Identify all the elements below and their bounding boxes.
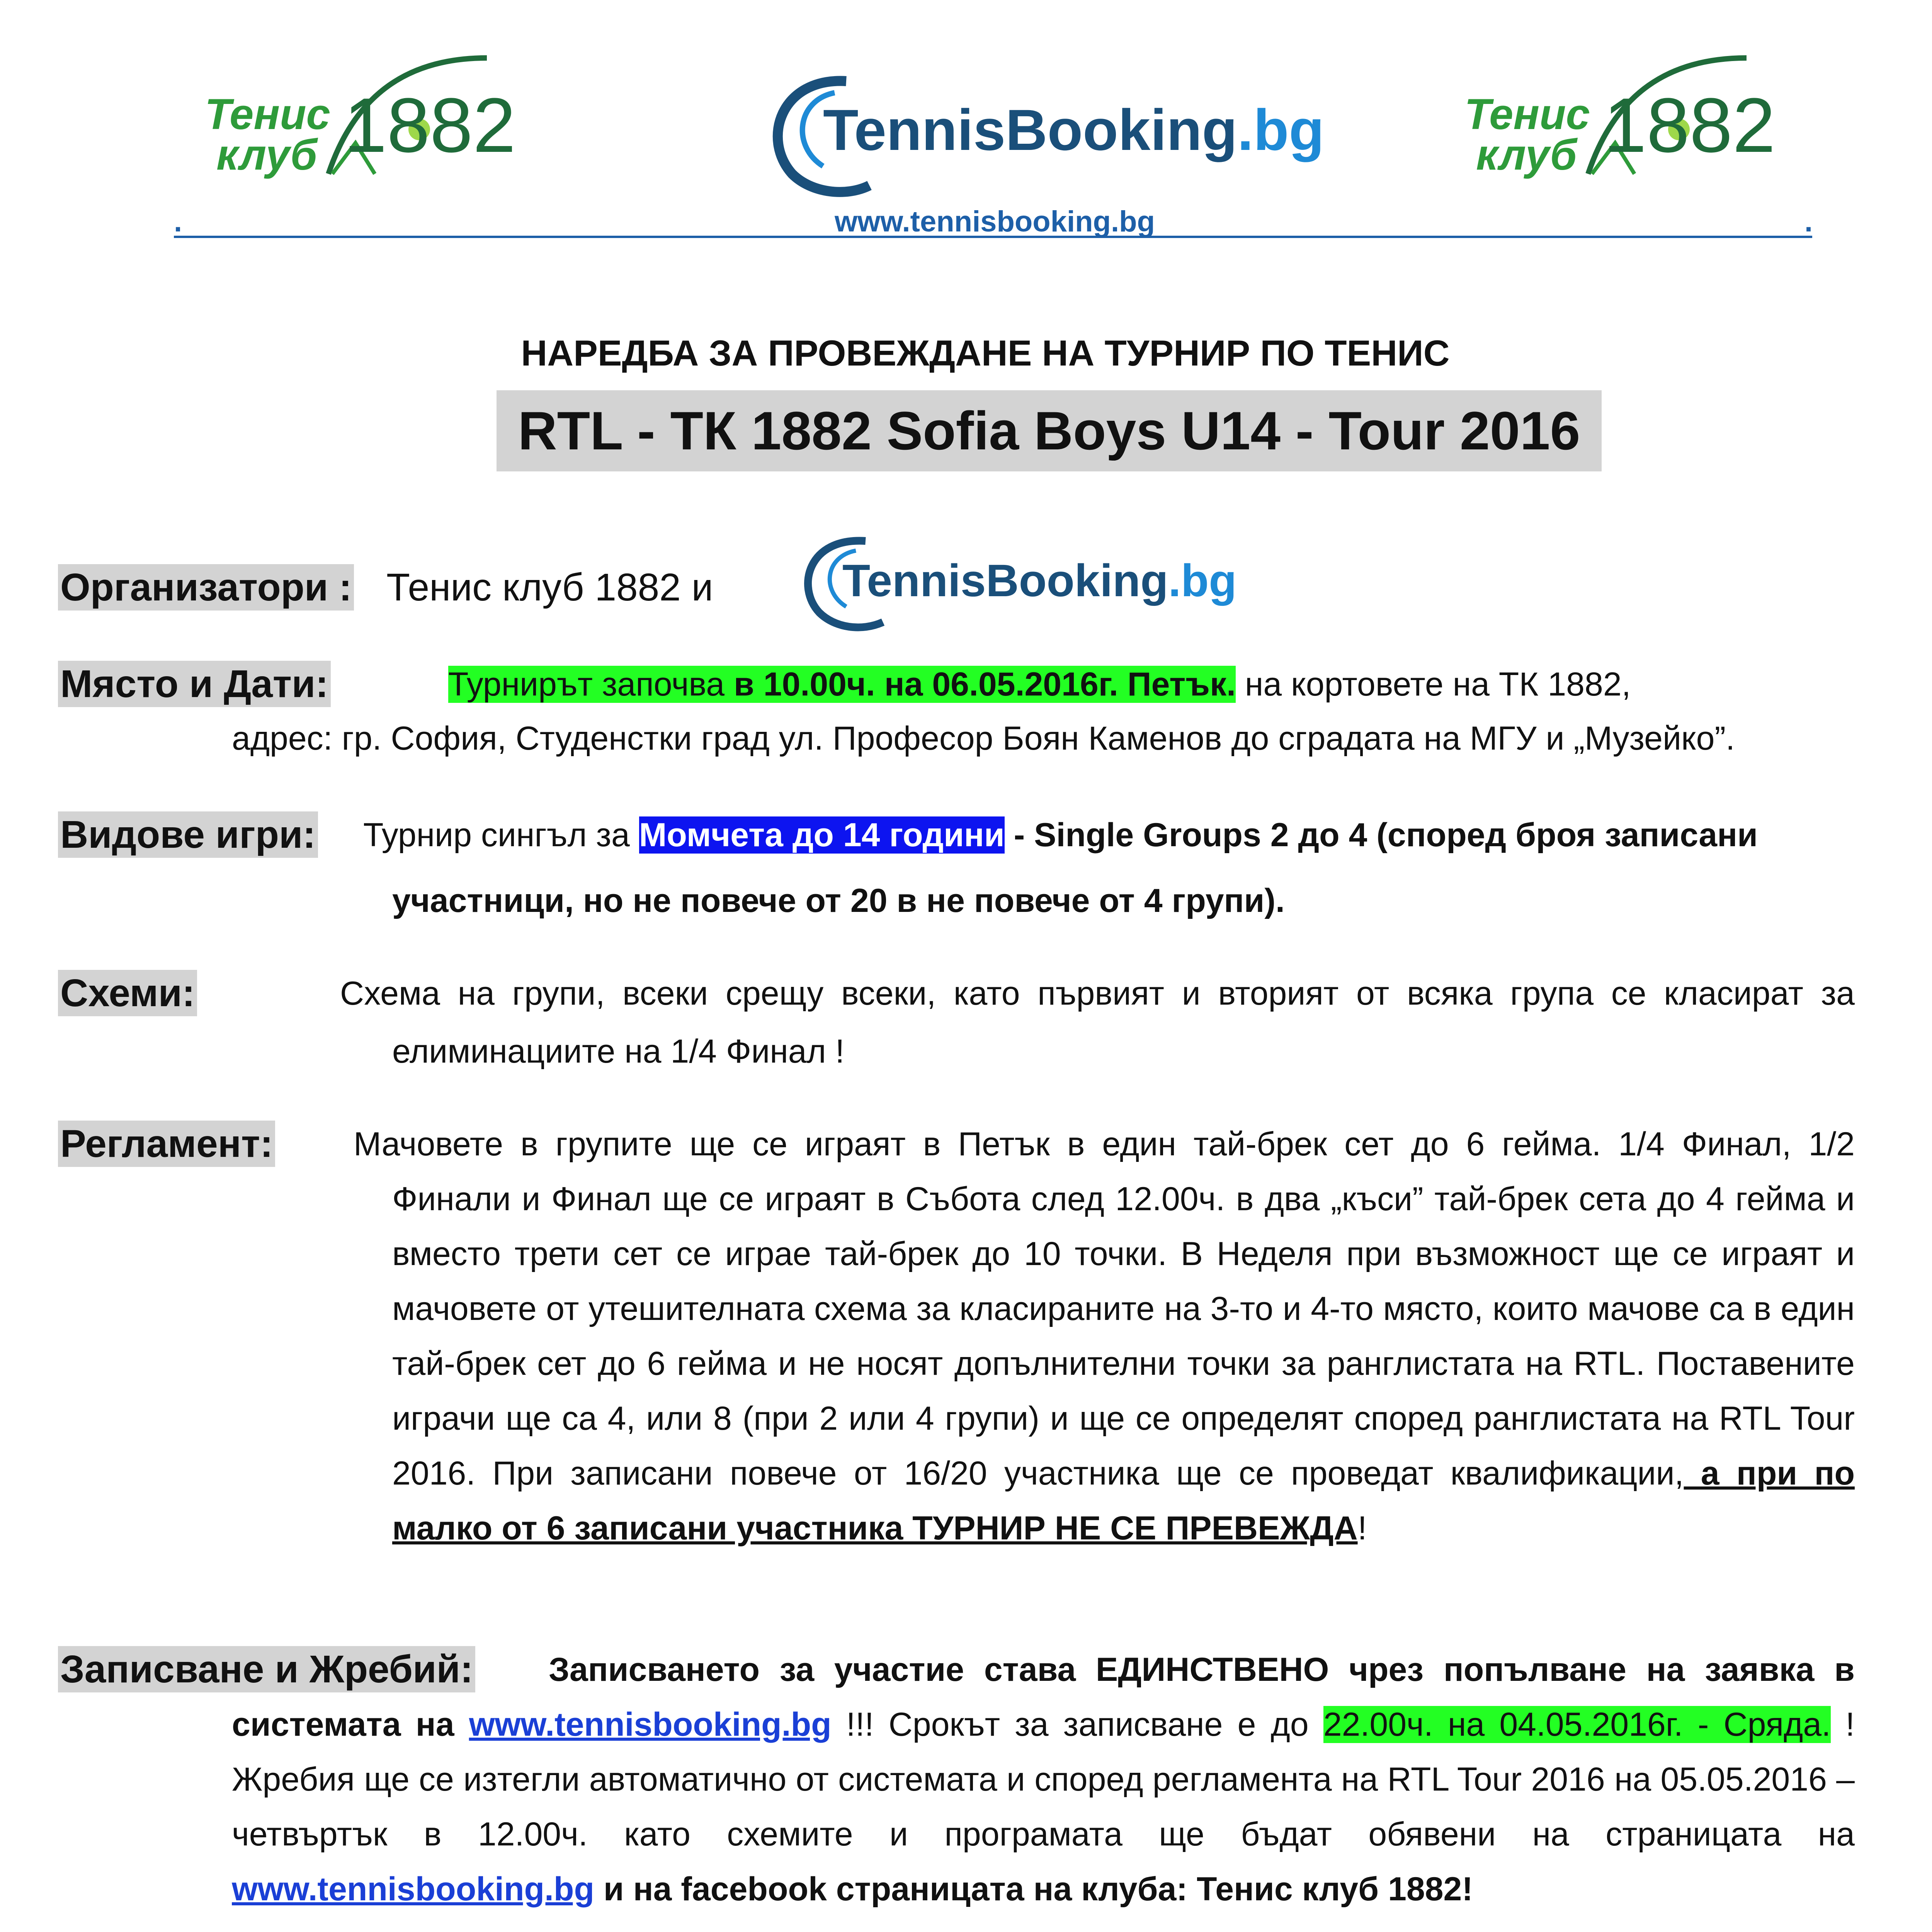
schemes-line-1: Схема на групи, всеки срещу всеки, като първият и вторият от всяка група се класират за [340, 975, 1855, 1012]
organizers-text: Тенис клуб 1882 и [386, 566, 713, 609]
club-logo-word-2: клуб [1476, 131, 1577, 179]
tennisbooking-logo-header [757, 70, 1325, 201]
place-start-highlight: Турнирът започва [448, 666, 725, 703]
game-types-line-1 [363, 808, 1855, 862]
place-line-1 [448, 657, 1855, 712]
header-dot-left: . [174, 205, 182, 238]
registration-draw-text: ! Жребия ще се изтегли автоматично от системата и според регламента на RTL Tour 2016 на 05.05.2016 – четвъртък в 12.00ч. като схемите и програмата ще бъдат обявени на страницата на [232, 1706, 1855, 1853]
game-types-post: - Single Groups 2 до 4 (според броя записани [1004, 816, 1758, 854]
regulation-text: Финали и Финал ще се играят в Събота след 12.00ч. в два „къси” тай-брек сета до 4 гейма и вместо трети сет се играе тай-брек до 10 точки. В Неделя при възможност ще се играят и мачовете от утешителната схема за класираните на 3-то и 4-то място, които мачове са в един тай-брек сет до 6 гейма и не носят допълнителни точки за ранглистата на RTL. Поставените играчи ще са 4, или 8 (при 2 или 4 групи) и ще се определят според ранглистата на RTL Tour 2016. При записани повече от 16/20 участника ще се проведат квалификации, [392, 1180, 1855, 1492]
header-dot-right: . [1804, 205, 1813, 238]
regulation-warning: а при по малко от 6 записани участника ТУРНИР НЕ СЕ ПРЕВЕЖДА [392, 1455, 1855, 1547]
registration-deadline-intro: !!! Срокът за записване е до [831, 1706, 1323, 1743]
regulation-label: Регламент: [58, 1121, 275, 1167]
tournament-title: RTL - ТК 1882 Sofia Boys U14 - Tour 2016 [497, 390, 1602, 471]
registration-link-1[interactable]: www.tennisbooking.bg [469, 1706, 832, 1743]
place-dates-label: Място и Дати: [58, 661, 331, 707]
schemes-label: Схеми: [58, 970, 197, 1016]
game-types-label: Видове игри: [58, 811, 318, 858]
club-logo-year: 1882 [1604, 82, 1776, 168]
registration-link-2[interactable]: www.tennisbooking.bg [232, 1871, 594, 1908]
club-1882-logo-left [193, 46, 514, 185]
place-address: адрес: гр. София, Студенстки град ул. Професор Боян Каменов до сградата на МГУ и „Музейко”. [232, 720, 1735, 757]
schemes-line-2: елиминациите на 1/4 Финал ! [392, 1033, 845, 1070]
tennisbooking-logo-tld: .bg [1237, 97, 1325, 162]
website-header-line [174, 205, 1812, 238]
game-types-pre: Турнир сингъл за [363, 816, 639, 854]
tennisbooking-logo-organizers [792, 533, 1294, 634]
document-title: НАРЕДБА ЗА ПРОВЕЖДАНЕ НА ТУРНИР ПО ТЕНИС [521, 333, 1450, 373]
tennisbooking-logo-name: TennisBooking [842, 555, 1168, 606]
regulation-exclamation: ! [1357, 1510, 1367, 1547]
club-logo-word-2: клуб [216, 131, 317, 179]
place-courts-text: на кортовете на ТК 1882, [1236, 666, 1631, 703]
game-category-highlight: Момчета до 14 години [639, 816, 1005, 854]
club-1882-logo-right [1453, 46, 1774, 185]
regulation-line-1: Мачовете в групите ще се играят в Петък в един тай-брек сет до 6 гейма. 1/4 Финал, 1/2 [354, 1126, 1855, 1163]
tennisbooking-logo-name: TennisBooking [823, 97, 1238, 162]
organizers-label: Организатори : [58, 564, 354, 611]
registration-bold-intro: Записването за участие става ЕДИНСТВЕНО чрез попълване на заявка в системата на [232, 1651, 1855, 1743]
registration-facebook-text: и на facebook страницата на клуба: Тенис клуб 1882! [594, 1871, 1473, 1908]
header-website-link[interactable]: www.tennisbooking.bg [835, 205, 1155, 238]
club-logo-word-1: Тенис [205, 90, 330, 138]
registration-deadline: 22.00ч. на 04.05.2016г. - Сряда. [1323, 1706, 1831, 1743]
place-start-date: в 10.00ч. на 06.05.2016г. Петък. [734, 666, 1236, 703]
tennisbooking-logo-tld: .bg [1168, 555, 1237, 606]
regulation-body [392, 1172, 1855, 1556]
registration-body [232, 1642, 1855, 1917]
registration-label: Записване и Жребий: [58, 1646, 475, 1692]
game-types-line-2: участници, но не повече от 20 в не повече от 4 групи). [392, 882, 1285, 919]
club-logo-year: 1882 [344, 82, 516, 168]
club-logo-word-1: Тенис [1464, 90, 1590, 138]
